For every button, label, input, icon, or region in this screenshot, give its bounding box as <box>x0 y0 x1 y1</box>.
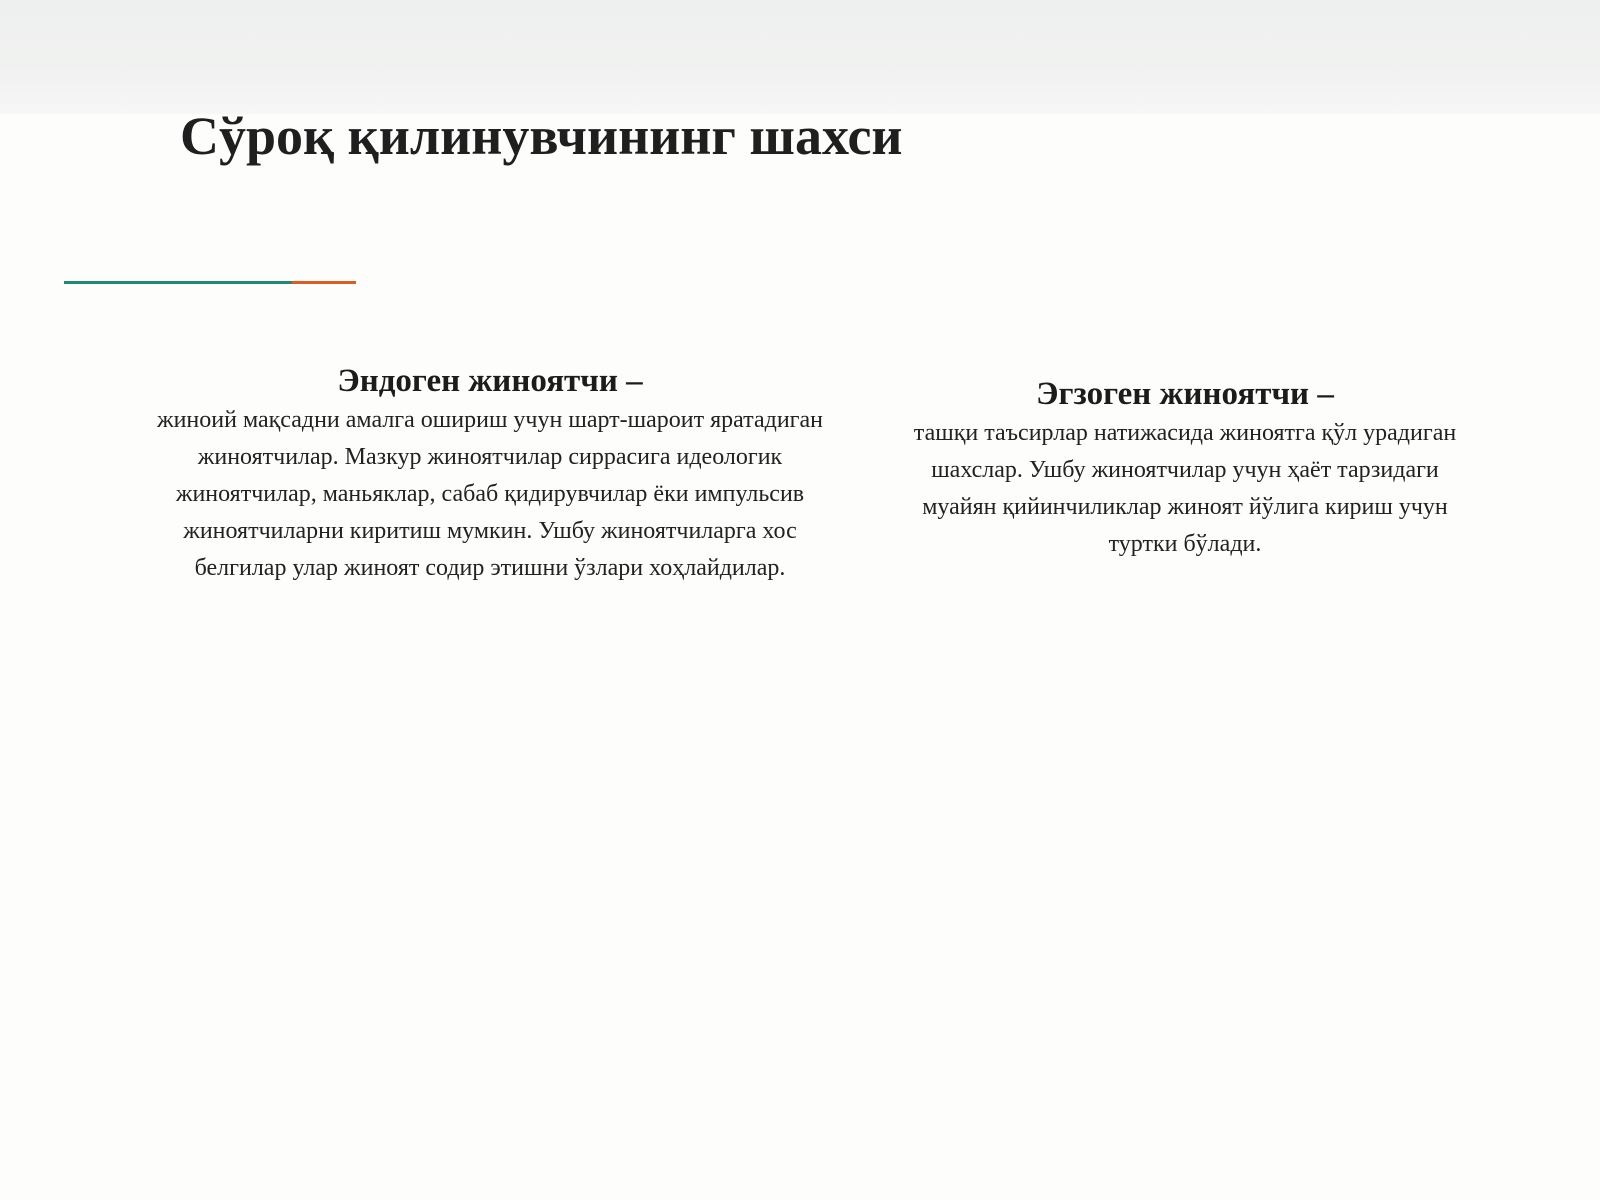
exogenous-description: ташқи таъсирлар натижасида жиноятга қўл урадиган шахслар. Ушбу жиноятчилар учун ҳаёт тарзидаги муайян қийинчиликлар жиноят йўлига кириш учун туртки бўлади. <box>913 420 1457 557</box>
title-accent-line <box>64 281 356 284</box>
exogenous-heading: Эгзоген жиноятчи – <box>1036 376 1334 412</box>
endogenous-column <box>150 360 830 587</box>
slide-title: Сўроқ қилинувчининг шахси <box>180 106 903 166</box>
accent-line-teal <box>64 281 292 284</box>
endogenous-heading: Эндоген жиноятчи – <box>337 363 643 399</box>
endogenous-description: жиноий мақсадни амалга ошириш учун шарт-шароит яратадиган жиноятчилар. Мазкур жиноятчилар сиррасига идеологик жиноятчилар, маньяклар, сабаб қидирувчилар ёки импульсив жиноятчиларни киритиш мумкин. Ушбу жиноятчиларга хос белгилар улар жиноят содир этишни ўзлари хоҳлайдилар. <box>156 407 824 581</box>
header-band <box>0 0 1600 114</box>
accent-line-orange <box>292 281 356 284</box>
exogenous-column <box>900 373 1470 563</box>
